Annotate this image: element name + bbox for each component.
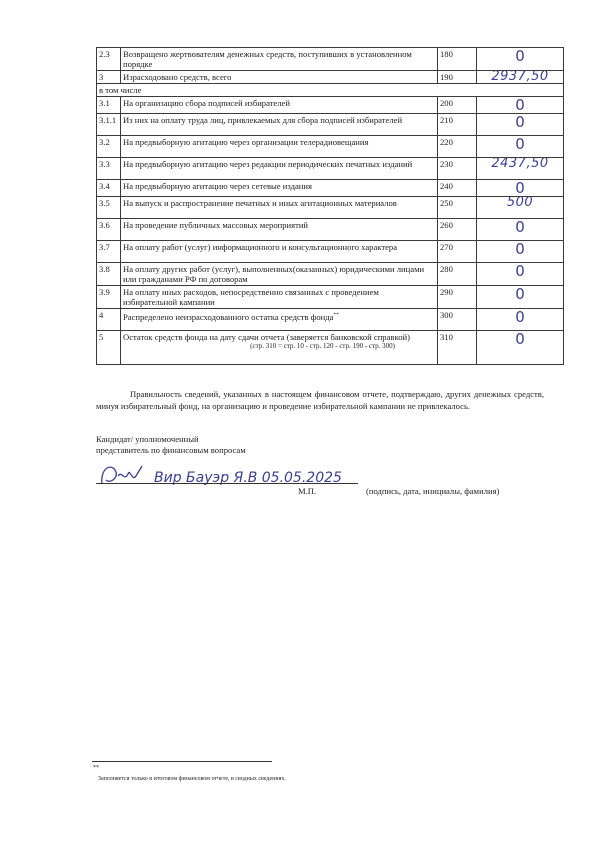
handwritten-value: 0	[515, 262, 525, 280]
row-description	[121, 114, 438, 136]
signatory-line-2: представитель по финансовым вопросам	[96, 445, 246, 455]
row-number: 3.9	[97, 286, 121, 309]
row-description	[121, 286, 438, 309]
row-description-text: На проведение публичных массовых мероприятий	[123, 220, 309, 230]
row-description	[121, 219, 438, 241]
table-row	[97, 48, 564, 71]
handwritten-signature	[98, 456, 398, 496]
row-value-cell	[477, 309, 564, 331]
row-description	[121, 97, 438, 114]
row-value-cell	[477, 263, 564, 286]
row-value-cell	[477, 180, 564, 197]
row-code: 190	[438, 71, 477, 84]
handwritten-value: 0	[515, 240, 525, 258]
row-description-text: На оплату иных расходов, непосредственно связанных с проведением избирательной кампании	[123, 287, 379, 307]
table-row	[97, 331, 564, 365]
row-description-text: На оплату других работ (услуг), выполненных(оказанных) юридическими лицами или гражданами РФ по договорам	[123, 264, 425, 284]
row-code: 200	[438, 97, 477, 114]
row-number: 3.4	[97, 180, 121, 197]
handwritten-value: 0	[515, 47, 525, 65]
handwritten-value: 0	[515, 96, 525, 114]
financial-report-table	[96, 47, 564, 365]
row-value-cell	[477, 97, 564, 114]
handwritten-value: 0	[515, 135, 525, 153]
handwritten-value: 0	[515, 285, 525, 303]
row-description-text: На выпуск и распространение печатных и иных агитационных материалов	[123, 198, 397, 208]
row-code: 250	[438, 197, 477, 219]
row-code: 180	[438, 48, 477, 71]
signature-caption: (подпись, дата, инициалы, фамилия)	[366, 486, 500, 496]
row-description	[121, 263, 438, 286]
row-code: 260	[438, 219, 477, 241]
table-row	[97, 158, 564, 180]
row-number: 2.3	[97, 48, 121, 71]
row-description-text: На оплату работ (услуг) информационного и консультационного характера	[123, 242, 398, 252]
row-code: 290	[438, 286, 477, 309]
row-code: 280	[438, 263, 477, 286]
handwritten-value: 0	[515, 179, 525, 197]
footnote-mark: **	[93, 765, 99, 771]
row-value-cell	[477, 48, 564, 71]
footnote-divider	[92, 761, 272, 762]
row-code: 300	[438, 309, 477, 331]
signatory-title	[96, 434, 246, 456]
row-description	[121, 241, 438, 263]
row-description-text: Израсходовано средств, всего	[123, 72, 232, 82]
row-value-cell	[477, 71, 564, 84]
row-value-cell	[477, 158, 564, 180]
footnote-text: Заполняется только в итоговом финансовом отчете, в сводных сведениях.	[98, 776, 286, 782]
row-code: 220	[438, 136, 477, 158]
row-description	[121, 48, 438, 71]
table-row	[97, 219, 564, 241]
row-description-text: Из них на оплату труда лиц, привлекаемых для сбора подписей избирателей	[123, 115, 403, 125]
row-number: 5	[97, 331, 121, 365]
table-row	[97, 180, 564, 197]
row-value-cell	[477, 197, 564, 219]
row-description	[121, 158, 438, 180]
row-number: 3.2	[97, 136, 121, 158]
row-description	[121, 71, 438, 84]
row-number: 3.1	[97, 97, 121, 114]
footnote-reference: **	[333, 312, 339, 318]
row-description-text: На организацию сбора подписей избирателей	[123, 98, 290, 108]
row-code: 210	[438, 114, 477, 136]
handwritten-value: 0	[515, 330, 525, 348]
row-description	[121, 136, 438, 158]
row-number: 3	[97, 71, 121, 84]
row-description	[121, 331, 438, 365]
row-description-text: На предвыборную агитацию через сетевые издания	[123, 181, 312, 191]
row-code: 230	[438, 158, 477, 180]
table-row	[97, 309, 564, 331]
row-value-cell	[477, 286, 564, 309]
row-number: 3.6	[97, 219, 121, 241]
row-number: 3.5	[97, 197, 121, 219]
row-description	[121, 197, 438, 219]
row-code: 310	[438, 331, 477, 365]
signature-line	[96, 483, 358, 484]
signatory-line-1: Кандидат/ уполномоченный	[96, 434, 199, 444]
row-description-text: На предвыборную агитацию через редакции периодических печатных изданий	[123, 159, 413, 169]
row-description-text: Распределено неизрасходованного остатка средств фонда	[123, 311, 334, 322]
handwritten-value: 2437,50	[491, 157, 549, 171]
handwritten-value: 0	[515, 308, 525, 326]
handwritten-value: 2937,50	[491, 70, 549, 84]
row-number: 3.1.1	[97, 114, 121, 136]
row-description	[121, 309, 438, 331]
row-value-cell	[477, 136, 564, 158]
row-number: 4	[97, 309, 121, 331]
row-number: 3.8	[97, 263, 121, 286]
row-description-text: Остаток средств фонда на дату сдачи отчета (заверяется банковской справкой)	[123, 332, 410, 342]
row-description	[121, 180, 438, 197]
table-row	[97, 114, 564, 136]
row-value-cell	[477, 241, 564, 263]
row-value-cell	[477, 331, 564, 365]
handwritten-value: 0	[515, 218, 525, 236]
handwritten-value: 0	[515, 113, 525, 131]
table-row	[97, 71, 564, 84]
table-row	[97, 197, 564, 219]
row-value-cell	[477, 219, 564, 241]
table-row	[97, 97, 564, 114]
table-row	[97, 241, 564, 263]
table-row	[97, 286, 564, 309]
stamp-place-label: М.П.	[298, 486, 317, 496]
handwritten-value: 500	[506, 196, 534, 210]
row-formula-note: (стр. 310 = стр. 10 - стр. 120 - стр. 190 - стр. 300)	[250, 342, 395, 350]
table-row	[97, 263, 564, 286]
row-code: 240	[438, 180, 477, 197]
subheading-cell: в том числе	[97, 84, 564, 97]
table-row	[97, 84, 564, 97]
row-code: 270	[438, 241, 477, 263]
row-number: 3.3	[97, 158, 121, 180]
confirmation-statement: Правильность сведений, указанных в настоящем финансовом отчете, подтверждаю, других денежных средств, минуя избирательный фонд, на организацию и проведение избирательной кампании не привлекалось.	[96, 389, 544, 411]
row-value-cell	[477, 114, 564, 136]
signature-text: Вир Бауэр Я.В 05.05.2025	[154, 470, 342, 486]
row-description-text: На предвыборную агитацию через организации телерадиовещания	[123, 137, 369, 147]
row-number: 3.7	[97, 241, 121, 263]
row-description-text: Возвращено жертвователям денежных средств, поступивших в установленном порядке	[123, 49, 412, 69]
table-row	[97, 136, 564, 158]
